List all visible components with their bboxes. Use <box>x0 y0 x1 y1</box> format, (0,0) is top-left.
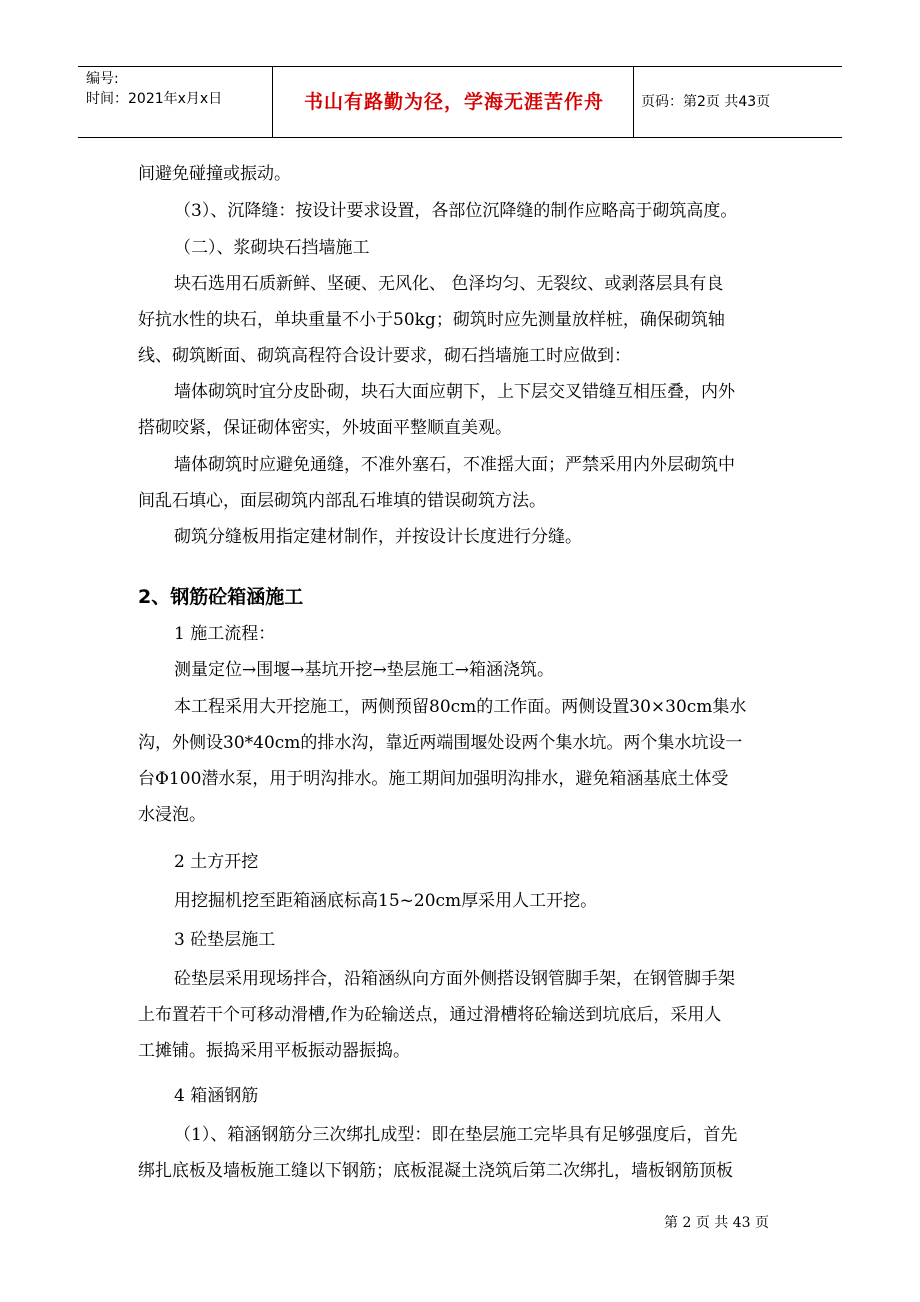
body-line: 绑扎底板及墙板施工缝以下钢筋；底板混凝土浇筑后第二次绑扎，墙板钢筋顶板 <box>138 1161 733 1181</box>
body-line: 墙体砌筑时应避免通缝，不准外塞石，不准摇大面；严禁采用内外层砌筑中 <box>174 455 735 475</box>
section-heading: 2、钢筋砼箱涵施工 <box>138 586 304 608</box>
body-line: 上布置若干个可移动滑槽,作为砼输送点，通过滑槽将砼输送到坑底后，采用人 <box>138 1005 722 1025</box>
body-line: 测量定位→围堰→基坑开挖→垫层施工→箱涵浇筑。 <box>174 660 554 680</box>
body-line: 工摊铺。振捣采用平板振动器振捣。 <box>138 1041 410 1061</box>
body-line: 搭砌咬紧，保证砌体密实，外坡面平整顺直美观。 <box>138 418 512 438</box>
body-line: 间避免碰撞或振动。 <box>138 164 291 184</box>
body-line: （1）、箱涵钢筋分三次绑扎成型：即在垫层施工完毕具有足够强度后，首先 <box>174 1125 738 1145</box>
body-line: 好抗水性的块石，单块重量不小于50kg；砌筑时应先测量放样桩，确保砌筑轴 <box>138 310 725 330</box>
body-line: 本工程采用大开挖施工，两侧预留80cm的工作面。两侧设置30×30cm集水 <box>174 697 747 717</box>
body-line: 墙体砌筑时宜分皮卧砌，块石大面应朝下，上下层交叉错缝互相压叠，内外 <box>174 382 735 402</box>
subsection-heading: 4 箱涵钢筋 <box>174 1086 259 1106</box>
body-line: 砼垫层采用现场拌合，沿箱涵纵向方面外侧搭设钢管脚手架，在钢管脚手架 <box>174 969 735 989</box>
body-line: 块石选用石质新鲜、坚硬、无风化、 色泽均匀、无裂纹、或剥落层具有良 <box>174 274 724 294</box>
time-label: 时间：2021年x月x日 <box>86 91 223 107</box>
header-left-cell <box>86 69 222 109</box>
body-line: 用挖掘机挖至距箱涵底标高15~20cm厚采用人工开挖。 <box>174 891 598 911</box>
header-motto: 书山有路勤为径，学海无涯苦作舟 <box>303 91 604 113</box>
subsection-heading: 2 土方开挖 <box>174 852 259 872</box>
header-divider <box>633 67 634 137</box>
body-line: 水浸泡。 <box>138 805 206 825</box>
header-page-info: 页码：第2页 共43页 <box>641 94 771 110</box>
header-divider <box>272 67 273 137</box>
body-line: 台Φ100潜水泵，用于明沟排水。施工期间加强明沟排水，避免箱涵基底土体受 <box>138 769 729 789</box>
number-label: 编号: <box>86 71 119 87</box>
body-line: 1 施工流程： <box>174 624 276 644</box>
body-line: 线、砌筑断面、砌筑高程符合设计要求，砌石挡墙施工时应做到： <box>138 346 631 366</box>
subsection-heading: 3 砼垫层施工 <box>174 930 276 950</box>
body-line: （3）、沉降缝：按设计要求设置，各部位沉降缝的制作应略高于砌筑高度。 <box>174 201 738 221</box>
body-line: 砌筑分缝板用指定建材制作，并按设计长度进行分缝。 <box>174 527 582 547</box>
page-header <box>78 66 842 138</box>
body-line: 沟，外侧设30*40cm的排水沟，靠近两端围堰处设两个集水坑。两个集水坑设一 <box>138 733 743 753</box>
page-footer: 第 2 页 共 43 页 <box>664 1215 769 1231</box>
body-line: 间乱石填心，面层砌筑内部乱石堆填的错误砌筑方法。 <box>138 491 546 511</box>
subsection-heading: （二）、浆砌块石挡墙施工 <box>174 238 370 258</box>
